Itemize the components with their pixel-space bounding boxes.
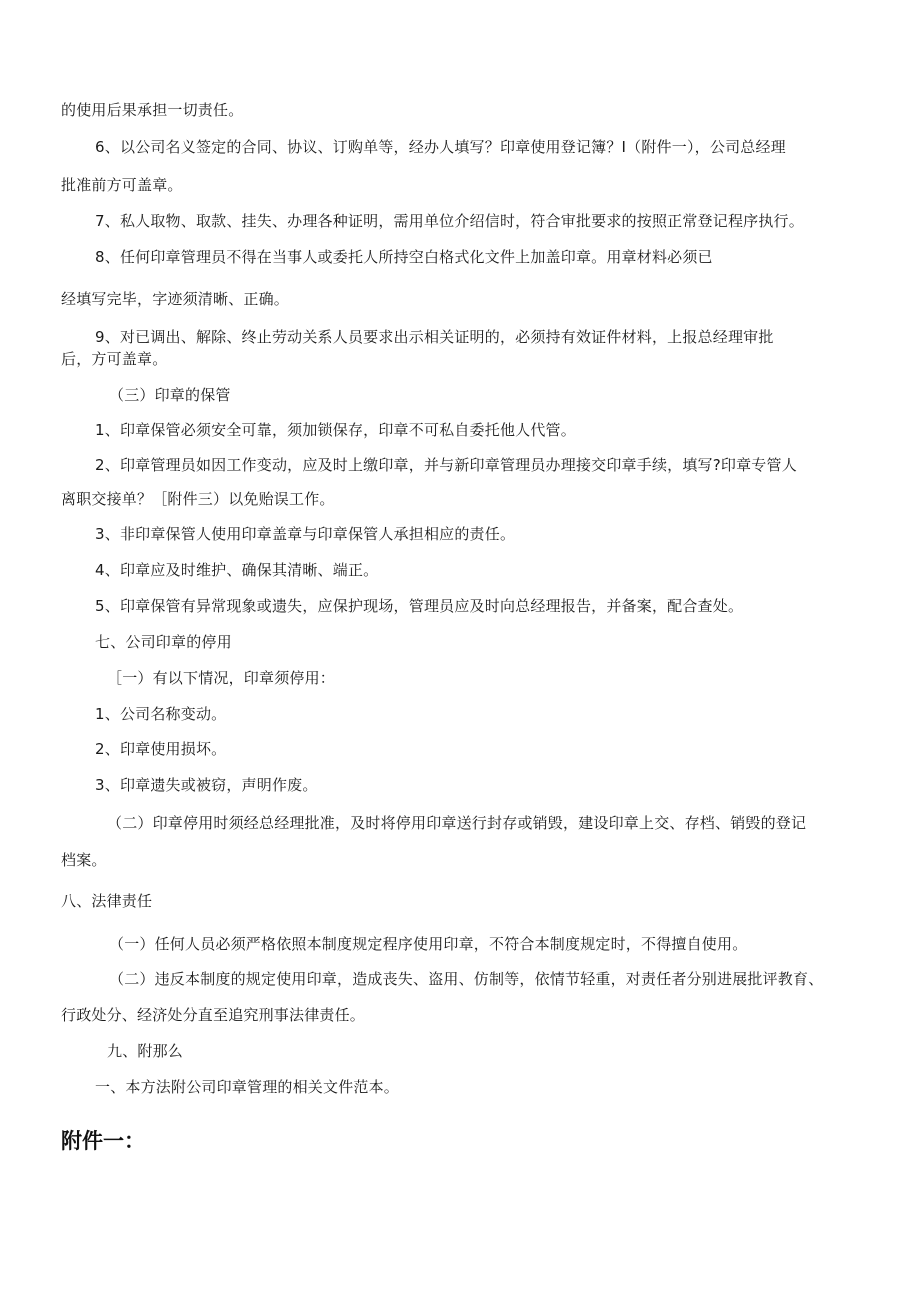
text-line: 经填写完毕，字迹须清晰、正确。	[61, 290, 290, 308]
text-line: 行政处分、经济处分直至追究刑事法律责任。	[61, 1006, 366, 1024]
text-line: 1、公司名称变动。	[95, 705, 227, 723]
text-line: 8、任何印章管理员不得在当事人或委托人所持空白格式化文件上加盖印章。用章材料必须已	[95, 248, 713, 266]
text-line: 后，方可盖章。	[61, 350, 168, 368]
section-heading: 九、附那么	[107, 1042, 184, 1060]
text-line: 2、印章使用损坏。	[95, 740, 227, 758]
text-line: 3、印章遗失或被窃，声明作废。	[95, 776, 318, 794]
attachment-heading: 附件一：	[61, 1129, 145, 1153]
text-line: 的使用后果承担一切责任。	[61, 101, 244, 119]
text-line: 5、印章保管有异常现象或遗失，应保护现场，管理员应及时向总经理报告，并备案，配合查处。	[95, 597, 744, 615]
text-line: （二）违反本制度的规定使用印章，造成丧失、盗用、仿制等，依情节轻重，对责任者分别进展批评教育、	[109, 970, 824, 988]
text-line: （一）任何人员必须严格依照本制度规定程序使用印章，不符合本制度规定时，不得擅自使用。	[109, 935, 748, 953]
text-line: 1、印章保管必须安全可靠，须加锁保存，印章不可私自委托他人代管。	[95, 421, 576, 439]
text-line: 离职交接单？［附件三）以免贻误工作。	[61, 490, 335, 508]
section-heading: 七、公司印章的停用	[95, 633, 232, 651]
text-line: 6、以公司名义签定的合同、协议、订购单等，经办人填写？印章使用登记簿？I（附件一），公司总经理	[95, 138, 786, 156]
text-line: 2、印章管理员如因工作变动，应及时上缴印章，并与新印章管理员办理接交印章手续，填写?印章专管人	[95, 456, 797, 474]
section-heading: （三）印章的保管	[109, 386, 231, 404]
text-line: 一、本方法附公司印章管理的相关文件范本。	[95, 1078, 400, 1096]
text-line: （二）印章停用时须经总经理批准，及时将停用印章送行封存或销毁，建设印章上交、存档、销毁的登记	[107, 814, 807, 832]
text-line: 3、非印章保管人使用印章盖章与印章保管人承担相应的责任。	[95, 525, 516, 543]
subsection-heading: ［一）有以下情况，印章须停用：	[107, 669, 336, 687]
text-line: 批准前方可盖章。	[61, 176, 183, 194]
text-line: 档案。	[61, 851, 107, 869]
text-line: 9、对已调出、解除、终止劳动关系人员要求出示相关证明的，必须持有效证件材料，上报总经理审批	[95, 328, 774, 346]
text-line: 7、私人取物、取款、挂失、办理各种证明，需用单位介绍信时，符合审批要求的按照正常登记程序执行。	[95, 212, 804, 230]
section-heading: 八、法律责任	[61, 892, 153, 910]
text-line: 4、印章应及时维护、确保其清晰、端正。	[95, 561, 379, 579]
